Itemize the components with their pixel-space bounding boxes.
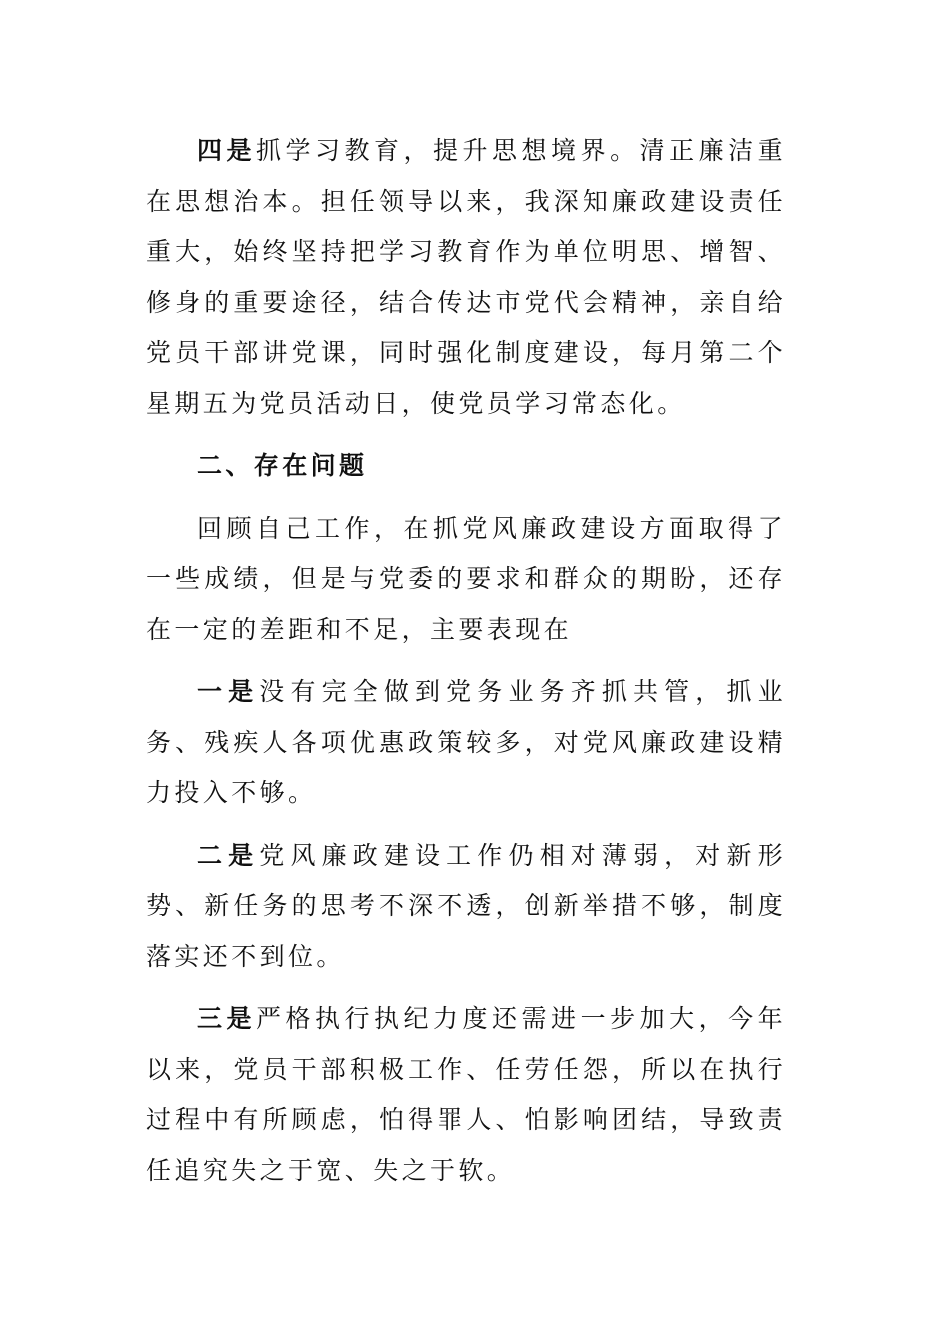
paragraph-lead: 一是	[197, 677, 260, 706]
paragraph-review	[146, 504, 786, 656]
paragraph-one-is	[146, 667, 786, 819]
document-body	[146, 126, 786, 1208]
paragraph-lead: 四是	[197, 136, 257, 165]
paragraph-text: 党风廉政建设工作仍相对薄弱，对新形势、新任务的思考不深不透，创新举措不够，制度落实还不到位。	[146, 840, 786, 971]
paragraph-text: 没有完全做到党务业务齐抓共管，抓业务、残疾人各项优惠政策较多，对党风廉政建设精力投入不够。	[146, 677, 786, 807]
paragraph-text: 抓学习教育，提升思想境界。清正廉洁重在思想治本。担任领导以来，我深知廉政建设责任重大，始终坚持把学习教育作为单位明思、增智、修身的重要途径，结合传达市党代会精神，亲自给党员干部讲党课，同时强化制度建设，每月第二个星期五为党员活动日，使党员学习常态化。	[146, 136, 786, 418]
paragraph-text: 严格执行执纪力度还需进一步加大，今年以来，党员干部积极工作、任劳任怨，所以在执行过程中有所顾虑，怕得罪人、怕影响团结，导致责任追究失之于宽、失之于软。	[146, 1004, 786, 1185]
paragraph-three-is	[146, 994, 786, 1196]
paragraph-lead: 二是	[197, 840, 260, 870]
paragraph-two-is	[146, 831, 786, 983]
paragraph-four-is	[146, 126, 786, 429]
paragraph-text: 回顾自己工作，在抓党风廉政建设方面取得了一些成绩，但是与党委的要求和群众的期盼，还存在一定的差距和不足，主要表现在	[146, 513, 786, 644]
section-heading: 二、存在问题	[197, 451, 368, 480]
paragraph-lead: 三是	[197, 1004, 257, 1033]
